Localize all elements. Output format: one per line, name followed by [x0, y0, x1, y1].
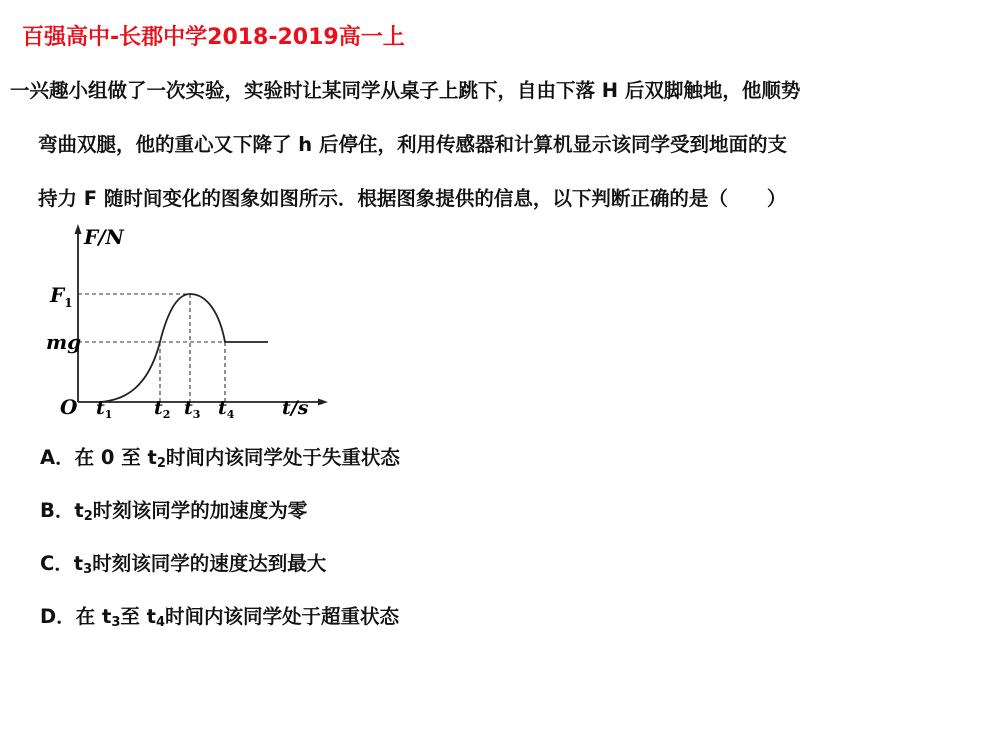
- y-axis-arrow: [75, 224, 82, 234]
- option-d[interactable]: [40, 601, 399, 630]
- option-d-sub: 3: [111, 615, 121, 630]
- f1-label-main: F: [50, 283, 65, 307]
- option-d-suffix: 时间内该同学处于超重状态: [165, 605, 400, 628]
- option-b-prefix: B．t: [40, 499, 84, 522]
- svg-text:t2: [154, 397, 170, 420]
- t4-label-sub: 4: [226, 408, 235, 420]
- option-a-prefix: A．在 0 至 t: [40, 446, 157, 469]
- force-curve: [100, 294, 268, 402]
- f1-label-sub: 1: [64, 296, 73, 310]
- t3-label: [184, 397, 200, 420]
- x-axis-arrow: [318, 399, 328, 406]
- option-d-prefix: D．在 t: [40, 605, 112, 628]
- mg-label: mg: [46, 330, 82, 354]
- page-title: 百强高中-长郡中学2018-2019高一上: [22, 25, 405, 50]
- option-c-sub: 3: [83, 562, 93, 577]
- question-stem: [10, 64, 965, 226]
- t3-label-main: t: [184, 397, 193, 419]
- option-c[interactable]: [40, 548, 326, 577]
- t2-label-sub: 2: [162, 408, 171, 420]
- t3-label-sub: 3: [192, 408, 201, 420]
- f1-label: [49, 283, 73, 310]
- question-line-1: 一兴趣小组做了一次实验，实验时让某同学从桌子上跳下，自由下落 H 后双脚触地，他顺势: [10, 79, 801, 102]
- t1-label-sub: 1: [104, 408, 113, 420]
- option-d-sub2: 4: [155, 615, 166, 630]
- question-line-3: 持力 F 随时间变化的图象如图所示．根据图象提供的信息，以下判断正确的是（ ）: [38, 187, 787, 210]
- option-b[interactable]: [40, 495, 307, 524]
- option-d-mid: 至 t: [120, 605, 156, 628]
- option-c-prefix: C．t: [40, 552, 84, 575]
- option-c-suffix: 时刻该同学的速度达到最大: [92, 552, 327, 575]
- t4-label: [218, 397, 235, 420]
- svg-text:t3: [184, 397, 200, 420]
- option-b-suffix: 时刻该同学的加速度为零: [92, 499, 308, 522]
- option-a[interactable]: [40, 442, 400, 471]
- svg-text:t4: [218, 397, 235, 420]
- y-axis-label: F/N: [84, 225, 124, 249]
- t2-label-main: t: [154, 397, 163, 419]
- t1-label-main: t: [96, 397, 105, 419]
- option-a-suffix: 时间内该同学处于失重状态: [165, 446, 400, 469]
- t2-label: [154, 397, 170, 420]
- t4-label-main: t: [218, 397, 227, 419]
- origin-label: O: [60, 395, 78, 419]
- x-axis-label: t/s: [282, 397, 309, 419]
- option-b-sub: 2: [83, 509, 93, 524]
- force-time-graph: [40, 220, 330, 420]
- question-line-2: 弯曲双腿，他的重心又下降了 h 后停住，利用传感器和计算机显示该同学受到地面的支: [38, 133, 787, 156]
- option-a-sub: 2: [156, 456, 166, 471]
- svg-text:F1: [49, 283, 73, 310]
